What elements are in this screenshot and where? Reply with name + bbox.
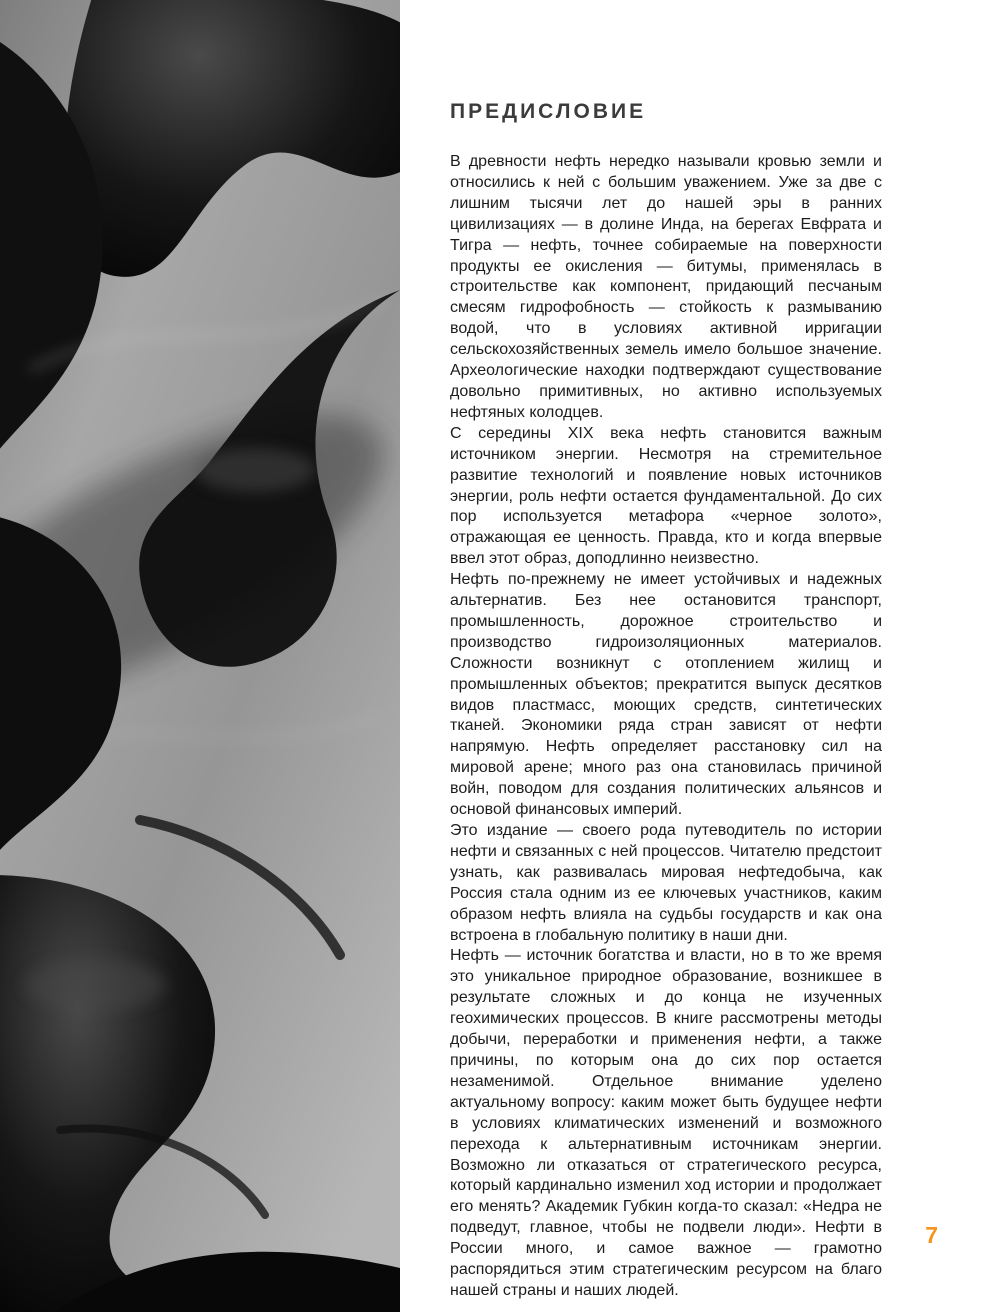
preface-body <box>450 152 882 1302</box>
oil-swirl-artwork <box>0 0 400 1312</box>
preface-paragraph-2: С середины XIX века нефть становится важным источником энергии. Несмотря на стремительное развитие технологий и появление новых источников энергии, роль нефти остается фундаментальной. До сих пор используется метафора «черное золото», отражающая ее ценность. Правда, кто и когда впервые ввел этот образ, доподлинно неизвестно. <box>450 424 882 568</box>
preface-paragraph-3: Нефть по-прежнему не имеет устойчивых и надежных альтернатив. Без нее остановится транспорт, промышленность, дорожное строительство и производство гидроизоляционных материалов. Сложности возникнут с отоплением жилищ и промышленных объектов; прекратится выпуск десятков видов пластмасс, моющих средств, синтетических тканей. Экономики ряда стран зависят от нефти напрямую. Нефть определяет расстановку сил на мировой арене; много раз она становилась причиной войн, поводом для создания политических альянсов и основой финансовых империй. <box>450 571 882 819</box>
page-title: ПРЕДИСЛОВИЕ <box>450 100 647 123</box>
page-number: 7 <box>925 1222 938 1248</box>
preface-paragraph-1: В древности нефть нередко называли кровью земли и относились к ней с большим уважением. Уже за две с лишним тысячи лет до нашей эры в ранних цивилизациях — в долине Инда, на берегах Евфрата и Тигра — нефть, точнее собираемые на поверхности продукты ее окисления — битумы, применялась в строительстве как компонент, придающий песчаным смесям гидрофобность — стойкость к размыванию водой, что в условиях активной ирригации сельскохозяйственных земель имело большое значение. Археологические находки подтверждают существование довольно примитивных, но активно используемых нефтяных колодцев. <box>450 153 882 421</box>
preface-paragraph-4: Это издание — своего рода путеводитель по истории нефти и связанных с ней процессов. Читателю предстоит узнать, как развивалась мировая нефтедобыча, как Россия стала одним из ее ключевых участников, каким образом нефть влияла на судьбы государств и как она встроена в глобальную политику в наши дни. <box>450 822 882 944</box>
preface-paragraph-5: Нефть — источник богатства и власти, но в то же время это уникальное природное образование, возникшее в результате сложных и до конца не изученных геохимических процессов. В книге рассмотрены методы добычи, переработки и применения нефти, а также причины, по которым она до сих пор остается незаменимой. Отдельное внимание уделено актуальному вопросу: каким может быть будущее нефти в условиях климатических изменений и возможного перехода к альтернативным источникам энергии. Возможно ли отказаться от стратегического ресурса, который кардинально изменил ход истории и продолжает его менять? Академик Губкин когда-то сказал: «Недра не подведут, главное, чтобы не подвели люди». Нефти в России много, и самое важное — грамотно распорядиться этим стратегическим ресурсом на благо нашей страны и наших людей. <box>450 947 882 1299</box>
oil-swirl-image <box>0 0 400 1312</box>
preface-content <box>450 100 882 1302</box>
